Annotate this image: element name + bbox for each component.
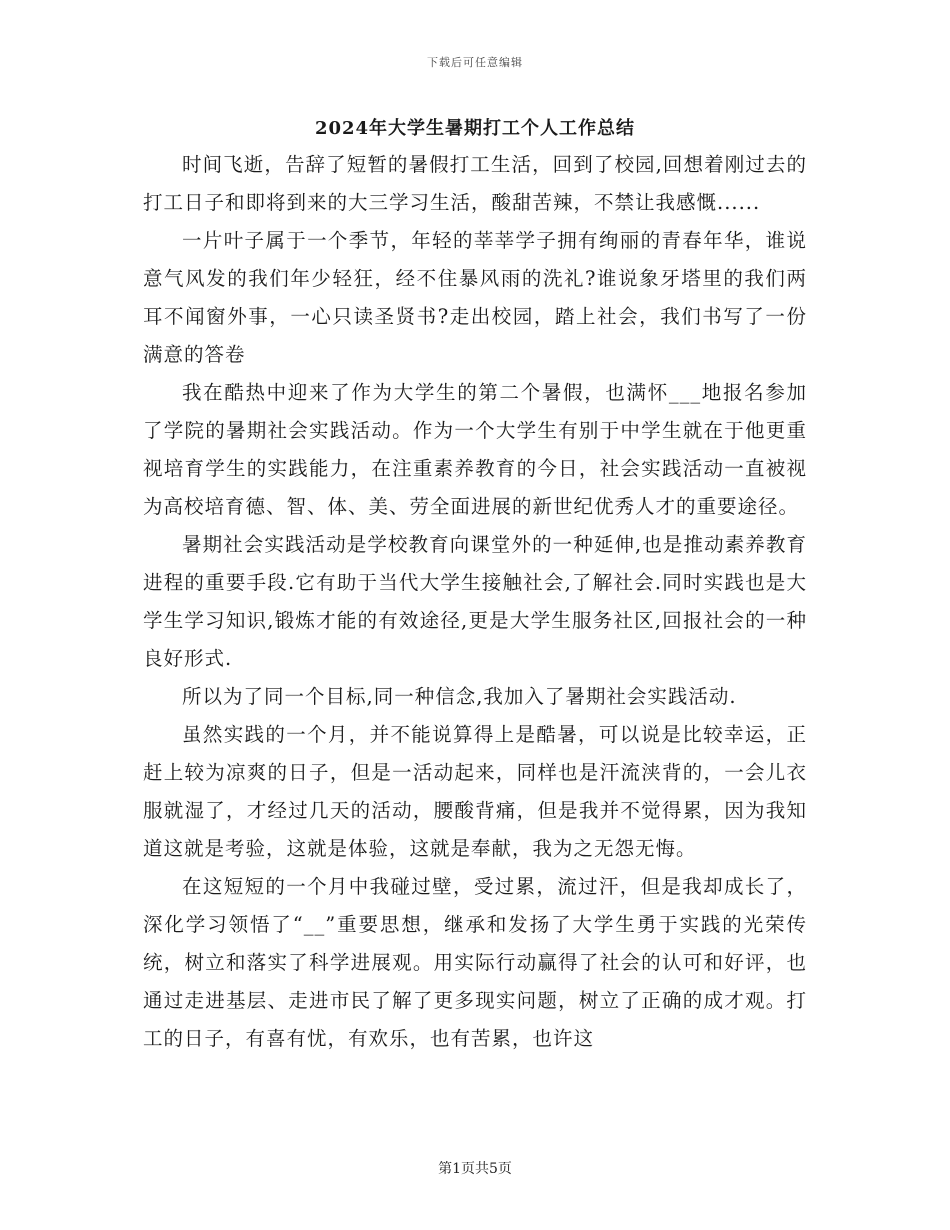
header-note: 下载后可任意编辑 — [427, 56, 523, 69]
paragraph-7: 在这短短的一个月中我碰过壁，受过累，流过汗，但是我却成长了，深化学习领悟了“__”重要思想，继承和发扬了大学生勇于实践的光荣传统，树立和落实了科学进展观。用实际行动赢得了社会的认可和好评，也通过走进基层、走进市民了解了更多现实问题，树立了正确的成才观。打工的日子，有喜有忧，有欢乐，也有苦累，也许这 — [143, 875, 807, 1050]
paragraph-5: 所以为了同一个目标,同一种信念,我加入了暑期社会实践活动. — [182, 685, 737, 708]
document-body — [143, 146, 807, 1058]
paragraph-4: 暑期社会实践活动是学校教育向课堂外的一种延伸,也是推动素养教育进程的重要手段.它有助于当代大学生接触社会,了解社会.同时实践也是大学生学习知识,锻炼才能的有效途径,更是大学生服务社区,回报社会的一种良好形式. — [143, 533, 807, 670]
paragraph-3: 我在酷热中迎来了作为大学生的第二个暑假，也满怀___地报名参加了学院的暑期社会实践活动。作为一个大学生有别于中学生就在于他更重视培育学生的实践能力，在注重素养教育的今日，社会实践活动一直被视为高校培育德、智、体、美、劳全面进展的新世纪优秀人才的重要途径。 — [143, 381, 807, 518]
paragraph-6: 虽然实践的一个月，并不能说算得上是酷暑，可以说是比较幸运，正赶上较为凉爽的日子，但是一活动起来，同样也是汗流浃背的，一会儿衣服就湿了，才经过几天的活动，腰酸背痛，但是我并不觉得累，因为我知道这就是考验，这就是体验，这就是奉献，我为之无怨无悔。 — [143, 723, 807, 860]
paragraph-2: 一片叶子属于一个季节，年轻的莘莘学子拥有绚丽的青春年华，谁说意气风发的我们年少轻狂，经不住暴风雨的洗礼?谁说象牙塔里的我们两耳不闻窗外事，一心只读圣贤书?走出校园，踏上社会，我们书写了一份满意的答卷 — [143, 229, 807, 366]
page-number: 第1页共5页 — [438, 1161, 512, 1177]
document-title: 2024年大学生暑期打工个人工作总结 — [314, 118, 636, 139]
paragraph-1: 时间飞逝，告辞了短暂的暑假打工生活，回到了校园,回想着刚过去的打工日子和即将到来的大三学习生活，酸甜苦辣，不禁让我感慨...... — [143, 153, 807, 214]
